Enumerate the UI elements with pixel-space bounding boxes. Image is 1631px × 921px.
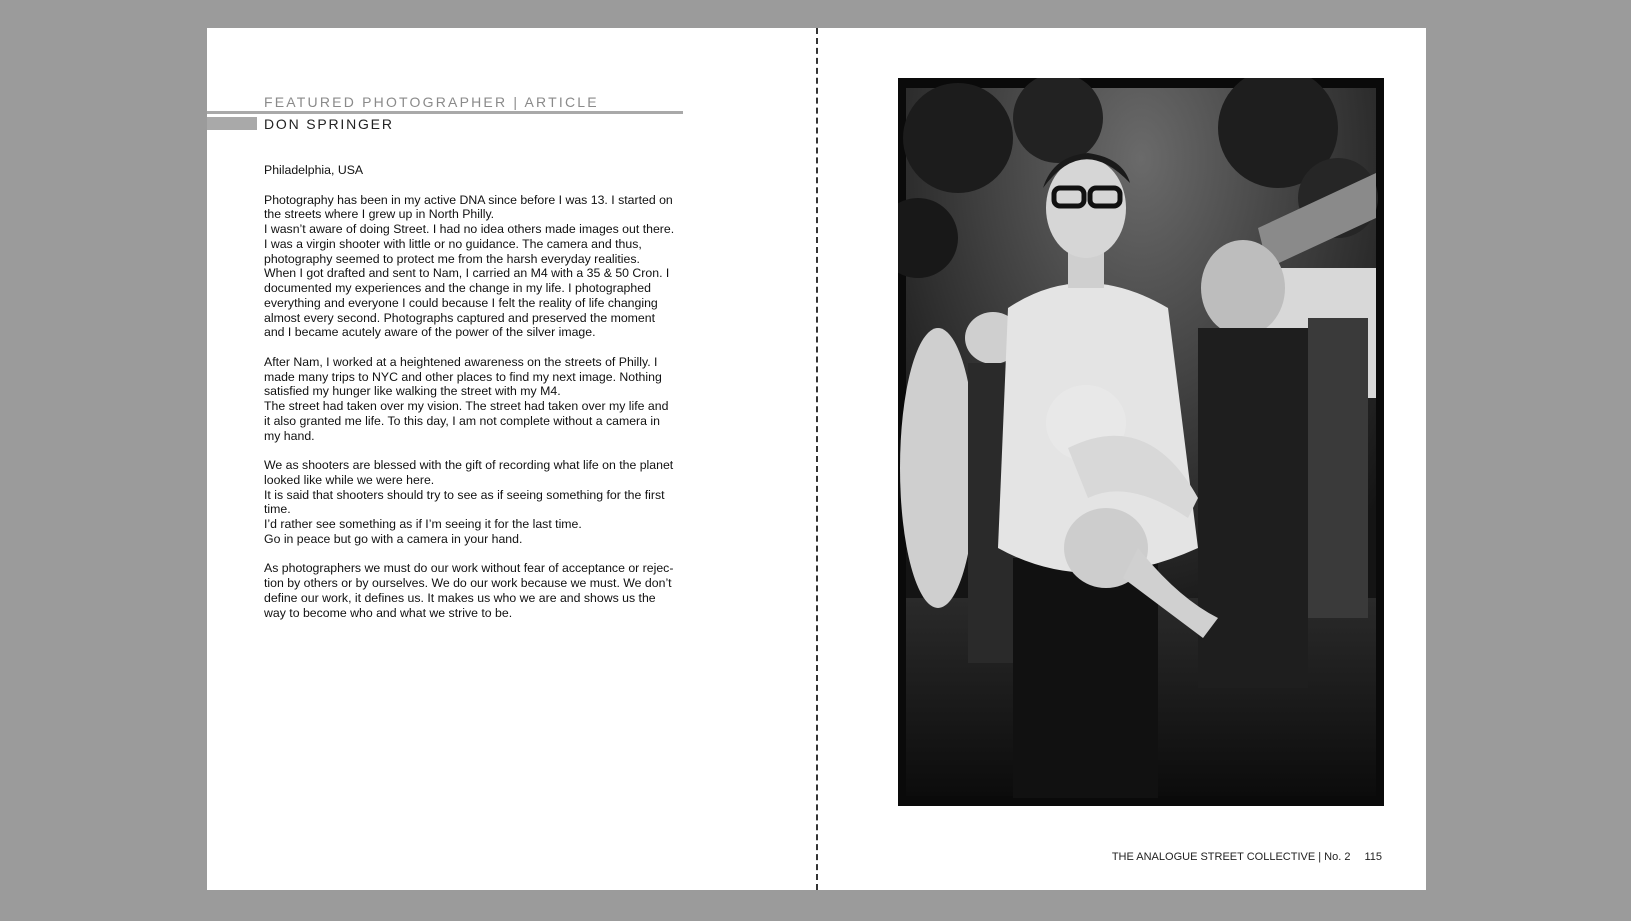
paragraph-line: It is said that shooters should try to see as if seeing something for the first — [264, 487, 665, 502]
article-paragraph — [264, 458, 684, 547]
paragraph-line: satisfied my hunger like walking the street with my M4. — [264, 384, 561, 399]
paragraph-line: my hand. — [264, 428, 315, 443]
page-footer — [1112, 851, 1382, 863]
paragraph-line: documented my experiences and the change in my life. I photographed — [264, 281, 651, 295]
article-paragraph — [264, 355, 684, 444]
paragraph-line: looked like while we were here. — [264, 472, 435, 487]
paragraph-line: I was a virgin shooter with little or no guidance. The camera and thus, — [264, 236, 642, 251]
header-rule-tab — [207, 117, 257, 130]
paragraph-line: Photography has been in my active DNA since before I was 13. I started on — [264, 192, 673, 207]
article-paragraph — [264, 561, 684, 620]
paragraph-line: I wasn’t aware of doing Street. I had no idea others made images out there. — [264, 222, 675, 236]
paragraph-line: After Nam, I worked at a heightened awareness on the streets of Philly. I — [264, 354, 658, 369]
paragraph-line: The street had taken over my vision. The street had taken over my life and — [264, 399, 669, 413]
publication-name: THE ANALOGUE STREET COLLECTIVE | No. 2 — [1111, 851, 1351, 863]
paragraph-line: define our work, it defines us. It makes us who we are and shows us the — [264, 590, 656, 605]
paragraph-line: When I got drafted and sent to Nam, I carried an M4 with a 35 & 50 Cron. I — [264, 266, 670, 281]
paragraph-line: I’d rather see something as if I’m seeing it for the last time. — [264, 517, 582, 531]
photo-illustration — [898, 78, 1384, 806]
paragraph-line: almost every second. Photographs captured and preserved the moment — [264, 310, 655, 325]
paragraph-line: way to become who and what we strive to be. — [264, 605, 513, 620]
paragraph-line: made many trips to NYC and other places to find my next image. Nothing — [264, 369, 662, 384]
article-paragraph — [264, 193, 684, 341]
header-rule — [207, 111, 683, 114]
paragraph-line: everything and everyone I could because I felt the reality of life changing — [264, 295, 658, 310]
paragraph-line: As photographers we must do our work without fear of acceptance or rejec- — [264, 561, 674, 576]
paragraph-line: and I became acutely aware of the power of the silver image. — [264, 325, 596, 340]
paragraph-line: photography seemed to protect me from the harsh everyday realities. — [264, 251, 640, 266]
magazine-spread — [207, 28, 1426, 890]
paragraph-line: it also granted me life. To this day, I am not complete without a camera in — [264, 413, 660, 428]
paragraph-line: time. — [264, 502, 291, 517]
author-name: DON SPRINGER — [264, 116, 394, 132]
section-label: FEATURED PHOTOGRAPHER | ARTICLE — [264, 94, 599, 110]
paragraph-line: We as shooters are blessed with the gift of recording what life on the planet — [264, 458, 674, 472]
location-line: Philadelphia, USA — [264, 163, 364, 177]
right-page — [818, 28, 1426, 890]
paragraph-line: tion by others or by ourselves. We do our work because we must. We don’t — [264, 576, 672, 590]
article-body — [264, 163, 684, 635]
featured-photograph — [898, 78, 1384, 806]
paragraph-line: Go in peace but go with a camera in your hand. — [264, 531, 523, 546]
page-number: 115 — [1364, 851, 1382, 863]
paragraph-line: the streets where I grew up in North Philly. — [264, 207, 495, 222]
left-page — [207, 28, 816, 890]
